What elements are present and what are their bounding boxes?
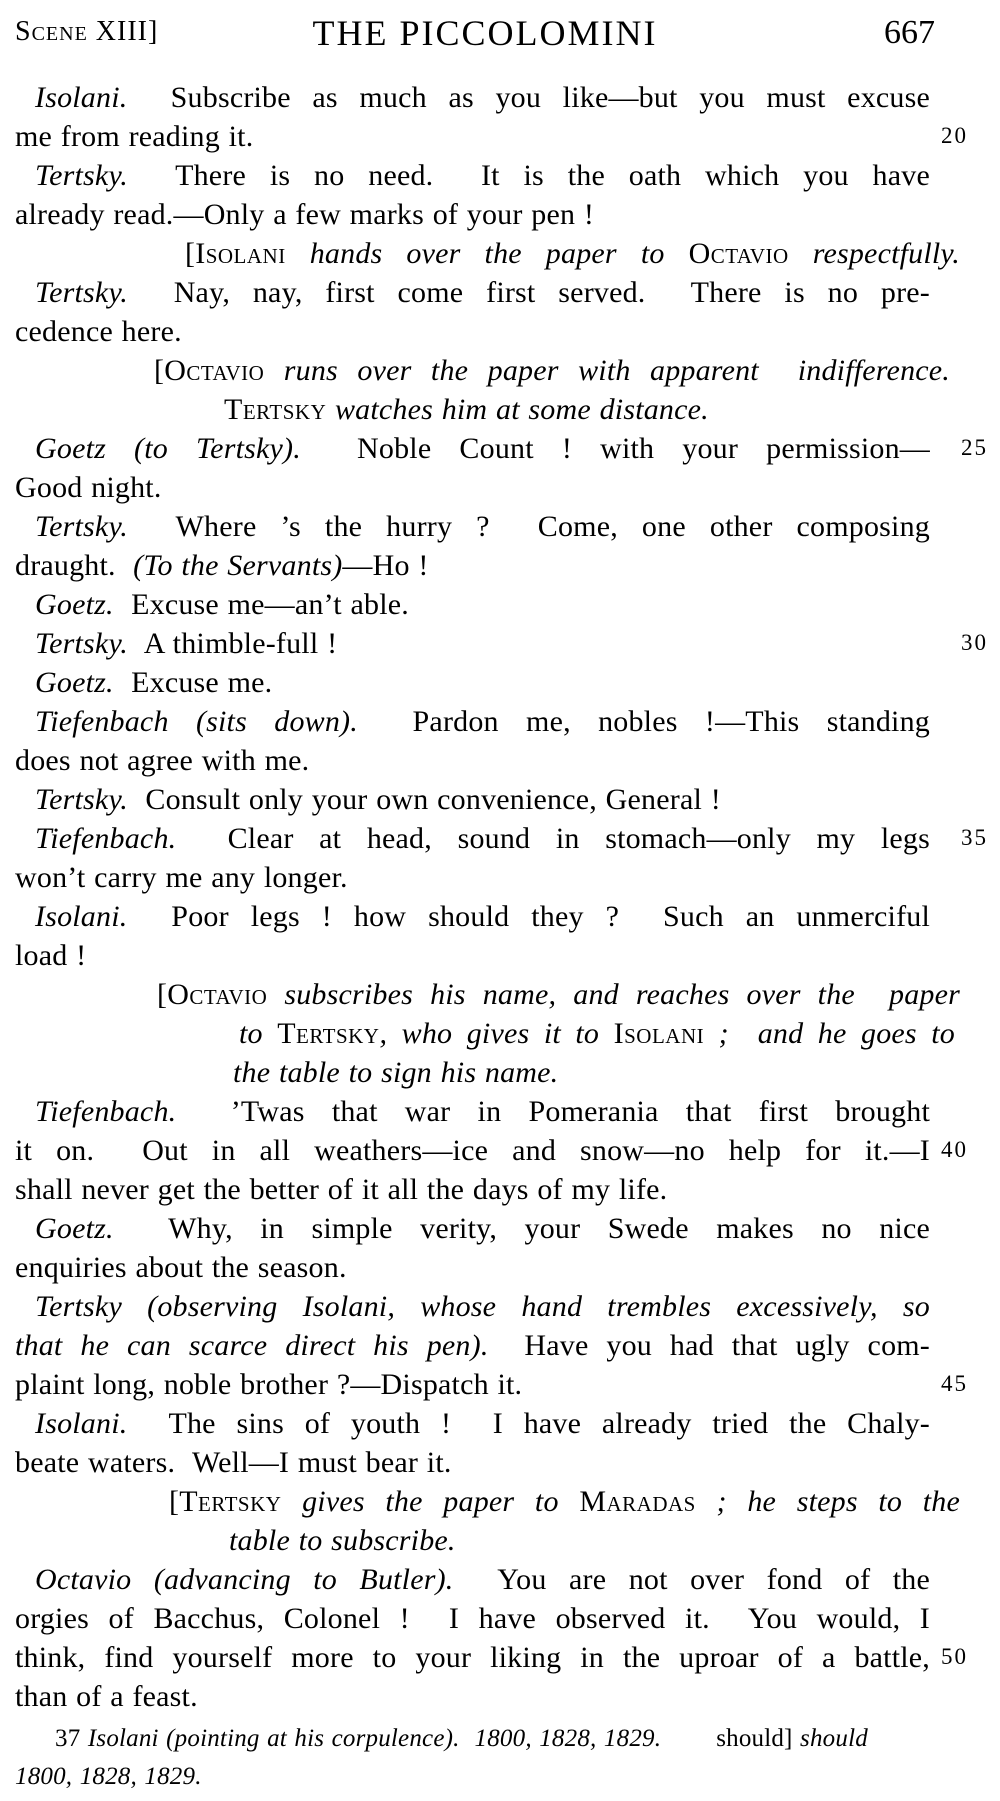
text-segment: Goetz (to Tertsky). xyxy=(35,432,301,465)
text-segment: Tertsky. xyxy=(35,783,129,816)
text-line xyxy=(15,1404,930,1444)
text-line xyxy=(15,312,930,352)
footnote-line xyxy=(15,1760,905,1796)
text-line xyxy=(15,1209,930,1249)
text-line xyxy=(15,663,930,703)
text-segment: Excuse me—an’t able. xyxy=(113,588,409,621)
text-line xyxy=(15,897,930,937)
footnote-line xyxy=(55,1722,945,1758)
character-name: Octavio xyxy=(688,237,789,270)
text-line xyxy=(15,936,930,976)
character-name: Maradas xyxy=(579,1485,696,1518)
text-segment: Goetz. xyxy=(35,588,114,621)
text-segment: orgies of Bacchus, Colonel ! I have observed it. You would, I xyxy=(15,1602,930,1635)
text-line xyxy=(15,819,988,859)
text-line xyxy=(15,195,930,235)
text-segment: load ! xyxy=(15,939,87,972)
text-segment: think, find yourself more to your liking in the uproar of a battle, xyxy=(15,1641,930,1674)
text-segment: Isolani (pointing at his corpulence). 1800, 1828, 1829. xyxy=(87,1725,662,1752)
margin-line-number: 20 xyxy=(941,123,968,148)
margin-line-number: 25 xyxy=(961,435,988,460)
text-segment: me from reading it. xyxy=(15,120,254,153)
stage-direction xyxy=(157,975,960,1015)
margin-line-number: 40 xyxy=(941,1137,968,1162)
text-segment: plaint long, noble brother ?—Dispatch it. xyxy=(15,1368,523,1401)
text-segment: Nay, nay, first come first served. There is no pre- xyxy=(128,276,930,309)
text-segment: Subscribe as much as you like—but you must excuse xyxy=(127,81,930,114)
text-segment: Tertsky. xyxy=(35,510,129,543)
text-segment: [ xyxy=(169,1485,180,1518)
text-segment: beate waters. Well—I must bear it. xyxy=(15,1446,452,1479)
text-line xyxy=(15,1287,930,1327)
text-segment: subscribes his name, and reaches over the paper xyxy=(267,978,960,1011)
text-line xyxy=(15,468,930,508)
character-name: Octavio xyxy=(167,978,268,1011)
text-line xyxy=(15,1638,968,1678)
text-segment: draught. xyxy=(15,549,134,582)
text-line xyxy=(15,702,930,742)
character-name: Tertsky xyxy=(277,1017,380,1050)
stage-direction xyxy=(185,234,960,274)
text-segment: gives the paper to xyxy=(281,1485,580,1518)
text-line xyxy=(15,1677,930,1717)
text-line xyxy=(15,624,988,664)
running-header-scene: Scene XIII] xyxy=(15,16,159,47)
stage-direction xyxy=(229,1521,1000,1561)
text-segment: , who gives it to xyxy=(379,1017,614,1050)
text-segment: A thimble-full ! xyxy=(128,627,338,660)
text-segment: respectfully. xyxy=(788,237,960,270)
text-segment: The sins of youth ! I have already tried the Chaly- xyxy=(127,1407,930,1440)
text-segment: Noble Count ! with your permission— xyxy=(300,432,930,465)
text-segment: to xyxy=(239,1017,278,1050)
text-segment: Tertsky. xyxy=(35,627,129,660)
text-segment: Tertsky (observing Isolani, whose hand trembles excessively, so xyxy=(35,1290,930,1323)
text-segment: hands over the paper to xyxy=(285,237,689,270)
text-segment: should xyxy=(800,1725,868,1752)
text-line xyxy=(15,1092,930,1132)
text-segment: —Ho ! xyxy=(342,549,429,582)
text-segment: Consult only your own convenience, General ! xyxy=(128,783,721,816)
text-segment: watches him at some distance. xyxy=(326,393,709,426)
text-line xyxy=(15,156,930,196)
text-line xyxy=(15,780,930,820)
text-line xyxy=(15,78,930,118)
text-line xyxy=(15,1365,968,1405)
text-segment: ’Twas that war in Pomerania that first brought xyxy=(176,1095,930,1128)
text-segment: ; and he goes to xyxy=(704,1017,955,1050)
character-name: Isolani xyxy=(613,1017,705,1050)
text-segment: than of a feast. xyxy=(15,1680,198,1713)
stage-direction xyxy=(154,351,950,391)
stage-direction xyxy=(233,1053,1000,1093)
text-segment: does not agree with me. xyxy=(15,744,310,777)
text-line xyxy=(15,1560,930,1600)
stage-direction xyxy=(169,1482,960,1522)
text-line xyxy=(15,741,930,781)
text-segment: Tertsky. xyxy=(35,276,129,309)
text-segment: [ xyxy=(185,237,196,270)
character-name: Tertsky xyxy=(224,393,327,426)
text-segment: Clear at head, sound in stomach—only my legs xyxy=(176,822,930,855)
text-segment: 1800, 1828, 1829. xyxy=(15,1763,202,1790)
text-segment: that he can scarce direct his pen). xyxy=(15,1329,489,1362)
margin-line-number: 50 xyxy=(941,1644,968,1669)
margin-line-number: 30 xyxy=(961,630,988,655)
stage-direction xyxy=(239,1014,955,1054)
text-line xyxy=(15,585,930,625)
text-line xyxy=(15,1248,930,1288)
text-segment: There is no need. It is the oath which you have xyxy=(128,159,930,192)
character-name: Octavio xyxy=(164,354,265,387)
text-segment: Where ’s the hurry ? Come, one other composing xyxy=(128,510,930,543)
text-segment: enquiries about the season. xyxy=(15,1251,347,1284)
text-segment: Tiefenbach (sits down). xyxy=(35,705,358,738)
text-segment: runs over the paper with apparent indifference. xyxy=(264,354,950,387)
text-line xyxy=(15,429,988,469)
text-segment: Tiefenbach. xyxy=(35,822,177,855)
text-segment: You are not over fond of the xyxy=(453,1563,930,1596)
text-segment: Isolani. xyxy=(35,1407,128,1440)
text-segment: the table to sign his name. xyxy=(233,1056,559,1089)
stage-direction xyxy=(224,390,1000,430)
text-segment: Goetz. xyxy=(35,666,114,699)
text-segment: table to subscribe. xyxy=(229,1524,456,1557)
text-line xyxy=(15,1131,968,1171)
text-segment: Isolani. xyxy=(35,900,128,933)
text-segment: 37 xyxy=(55,1725,88,1752)
running-header-title: THE PICCOLOMINI xyxy=(312,13,658,53)
text-segment: Why, in simple verity, your Swede makes no nice xyxy=(113,1212,930,1245)
margin-line-number: 45 xyxy=(941,1371,968,1396)
text-segment: Excuse me. xyxy=(113,666,273,699)
text-segment: won’t carry me any longer. xyxy=(15,861,348,894)
text-segment: ; he steps to the xyxy=(695,1485,960,1518)
text-line xyxy=(15,1170,930,1210)
text-line xyxy=(15,546,930,586)
text-segment: (To the Servants) xyxy=(133,549,343,582)
text-segment: Tertsky. xyxy=(35,159,129,192)
text-segment: cedence here. xyxy=(15,315,182,348)
text-line xyxy=(15,1443,930,1483)
text-line xyxy=(15,858,930,898)
text-segment: it on. Out in all weathers—ice and snow—no help for it.—I xyxy=(15,1134,930,1167)
text-segment: Goetz. xyxy=(35,1212,114,1245)
text-segment: Octavio (advancing to Butler). xyxy=(35,1563,454,1596)
text-segment: Good night. xyxy=(15,471,162,504)
text-line xyxy=(15,273,930,313)
text-segment: Poor legs ! how should they ? Such an unmerciful xyxy=(127,900,930,933)
text-segment: should] xyxy=(716,1725,801,1752)
text-segment: Isolani. xyxy=(35,81,128,114)
text-segment: [ xyxy=(154,354,165,387)
character-name: Isolani xyxy=(195,237,286,270)
page-number: 667 xyxy=(884,14,935,51)
character-name: Tertsky xyxy=(179,1485,282,1518)
text-segment: Have you had that ugly com- xyxy=(488,1329,930,1362)
text-line xyxy=(15,117,968,157)
text-line xyxy=(15,507,930,547)
text-segment: shall never get the better of it all the days of my life. xyxy=(15,1173,668,1206)
text-line xyxy=(15,1326,930,1366)
text-segment: already read.—Only a few marks of your pen ! xyxy=(15,198,595,231)
margin-line-number: 35 xyxy=(961,825,988,850)
text-segment: Tiefenbach. xyxy=(35,1095,177,1128)
text-segment: Pardon me, nobles !—This standing xyxy=(357,705,930,738)
text-line xyxy=(15,1599,930,1639)
text-segment: [ xyxy=(157,978,168,1011)
